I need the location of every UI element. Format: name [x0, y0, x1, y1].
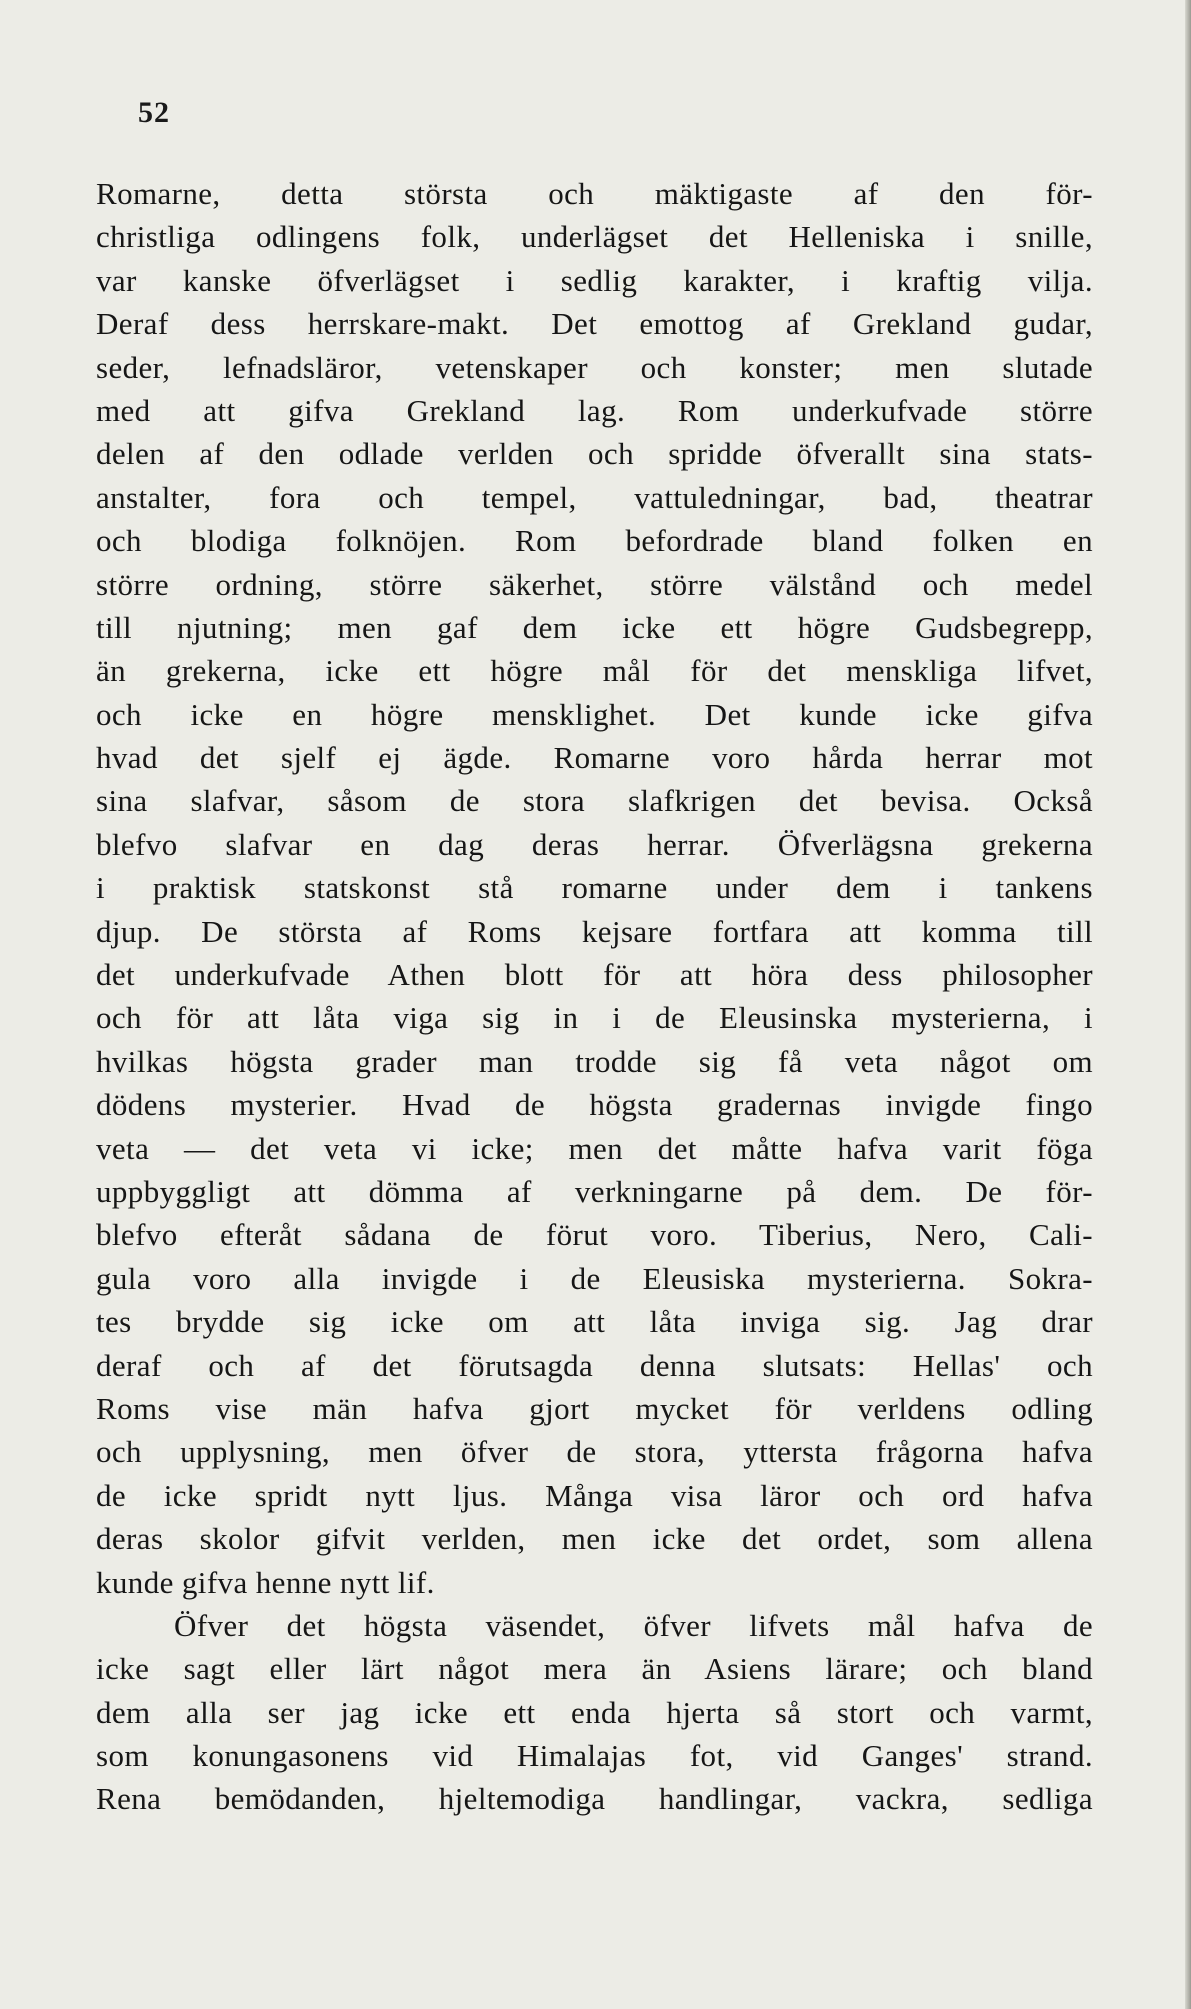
text-line: Deraf dess herrskare-makt. Det emottog af Grekland gudar, — [96, 306, 1093, 342]
text-line: deraf och af det förutsagda denna slutsats: Hellas' och — [96, 1347, 1093, 1383]
text-line: blefvo slafvar en dag deras herrar. Öfverlägsna grekerna — [96, 826, 1093, 862]
text-line: sina slafvar, såsom de stora slafkrigen det bevisa. Också — [96, 783, 1093, 819]
text-line: kunde gifva henne nytt lif. — [96, 1564, 435, 1600]
text-line: och för att låta viga sig in i de Eleusinska mysterierna, i — [96, 1000, 1093, 1036]
text-line: Roms vise män hafva gjort mycket för verldens odling — [96, 1390, 1093, 1426]
text-line: delen af den odlade verlden och spridde öfverallt sina stats- — [96, 436, 1093, 472]
text-line: hvilkas högsta grader man trodde sig få veta något om — [96, 1043, 1093, 1079]
text-line: gula voro alla invigde i de Eleusiska mysterierna. Sokra- — [96, 1260, 1093, 1296]
text-line: blefvo efteråt sådana de förut voro. Tiberius, Nero, Cali- — [96, 1217, 1093, 1253]
text-line: uppbyggligt att dömma af verkningarne på dem. De för- — [96, 1173, 1093, 1209]
text-line: och icke en högre mensklighet. Det kunde icke gifva — [96, 696, 1093, 732]
text-line: Romarne, detta största och mäktigaste af den för- — [96, 176, 1093, 211]
text-line: de icke spridt nytt ljus. Många visa läror och ord hafva — [96, 1477, 1093, 1513]
text-line: dem alla ser jag icke ett enda hjerta så stort och varmt, — [96, 1694, 1093, 1730]
text-line: dödens mysterier. Hvad de högsta gradernas invigde fingo — [96, 1087, 1093, 1123]
text-line: det underkufvade Athen blott för att höra dess philosopher — [96, 957, 1093, 993]
text-line: Öfver det högsta väsendet, öfver lifvets mål hafva de — [174, 1607, 1093, 1643]
text-line: tes brydde sig icke om att låta inviga sig. Jag drar — [96, 1304, 1093, 1340]
text-line: deras skolor gifvit verlden, men icke det ordet, som allena — [96, 1521, 1093, 1557]
text-line: med att gifva Grekland lag. Rom underkufvade större — [96, 392, 1093, 428]
text-line: var kanske öfverlägset i sedlig karakter, i kraftig vilja. — [96, 262, 1093, 298]
page-edge-shadow — [1185, 0, 1191, 2009]
text-line: som konungasonens vid Himalajas fot, vid Ganges' strand. — [96, 1738, 1093, 1774]
text-line: djup. De största af Roms kejsare fortfara att komma till — [96, 913, 1093, 949]
text-line: icke sagt eller lärt något mera än Asiens lärare; och bland — [96, 1651, 1093, 1687]
body-text — [96, 172, 1093, 1821]
text-line: Rena bemödanden, hjeltemodiga handlingar, vackra, sedliga — [96, 1781, 1093, 1817]
text-line: christliga odlingens folk, underlägset det Helleniska i snille, — [96, 219, 1093, 255]
page-number: 52 — [138, 96, 170, 129]
text-line: än grekerna, icke ett högre mål för det menskliga lifvet, — [96, 653, 1093, 689]
text-line: större ordning, större säkerhet, större välstånd och medel — [96, 566, 1093, 602]
text-line: och blodiga folknöjen. Rom befordrade bland folken en — [96, 523, 1093, 559]
text-line: i praktisk statskonst stå romarne under dem i tankens — [96, 870, 1093, 906]
text-line: anstalter, fora och tempel, vattuledningar, bad, theatrar — [96, 479, 1093, 515]
text-line: seder, lefnadsläror, vetenskaper och konster; men slutade — [96, 349, 1093, 385]
text-line: till njutning; men gaf dem icke ett högre Gudsbegrepp, — [96, 609, 1093, 645]
text-line: veta — det veta vi icke; men det måtte hafva varit föga — [96, 1130, 1093, 1166]
text-line: hvad det sjelf ej ägde. Romarne voro hårda herrar mot — [96, 740, 1093, 776]
text-line: och upplysning, men öfver de stora, yttersta frågorna hafva — [96, 1434, 1093, 1470]
